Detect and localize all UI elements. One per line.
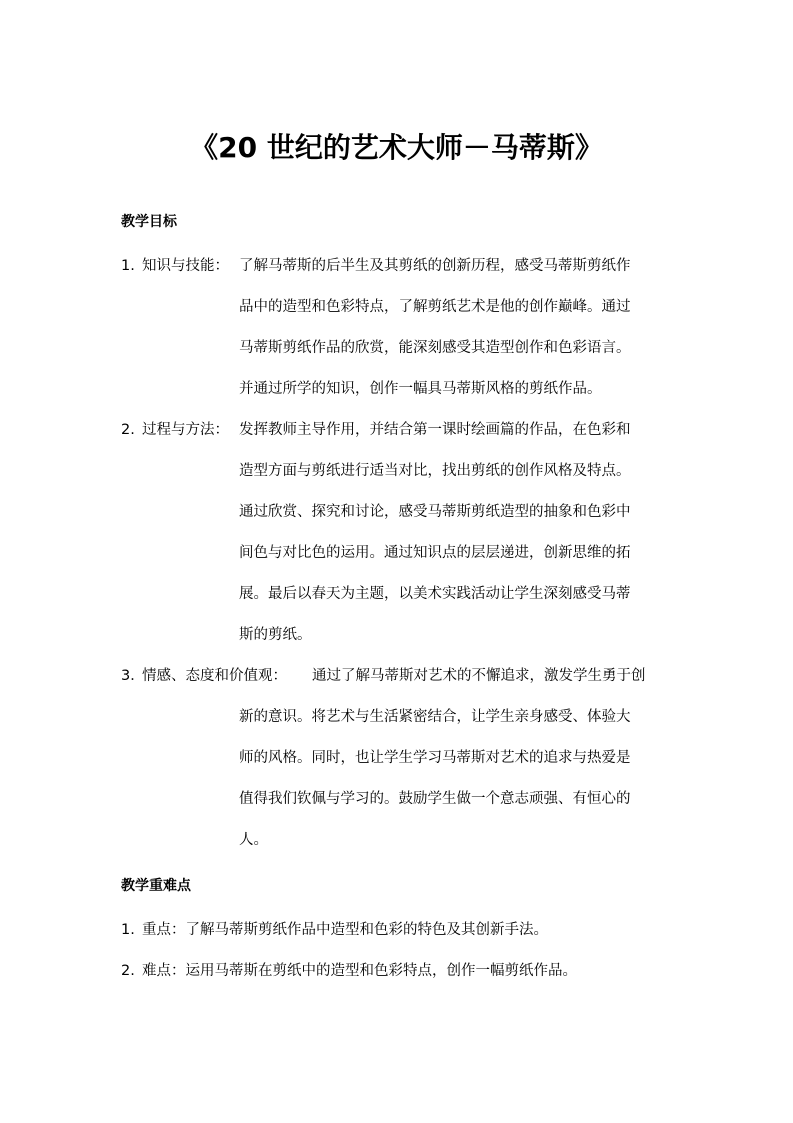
objective-3-line-1: 通过了解马蒂斯对艺术的不懈追求，激发学生勇于创 xyxy=(312,668,646,684)
objective-1-line-1: 了解马蒂斯的后半生及其剪纸的创新历程，感受马蒂斯剪纸作 xyxy=(239,258,631,274)
objective-1-line-2: 品中的造型和色彩特点，了解剪纸艺术是他的创作巅峰。通过 xyxy=(239,299,631,315)
key-point-1-text: 重点：了解马蒂斯剪纸作品中造型和色彩的特色及其创新手法。 xyxy=(142,922,548,938)
key-point-2-text: 难点：运用马蒂斯在剪纸中的造型和色彩特点，创作一幅剪纸作品。 xyxy=(142,963,577,979)
section-heading-objectives: 教学目标 xyxy=(121,214,177,230)
objective-2-line-2: 造型方面与剪纸进行适当对比，找出剪纸的创作风格及特点。 xyxy=(239,463,631,479)
objective-1-label: 知识与技能： xyxy=(142,258,229,274)
objective-2-line-4: 间色与对比色的运用。通过知识点的层层递进，创新思维的拓 xyxy=(239,545,631,561)
objective-2-number: 2. xyxy=(121,422,135,438)
objective-1-line-3: 马蒂斯剪纸作品的欣赏，能深刻感受其造型创作和色彩语言。 xyxy=(239,340,631,356)
objective-2-label: 过程与方法： xyxy=(142,422,229,438)
objective-1-number: 1. xyxy=(121,258,135,274)
objective-3-line-5: 人。 xyxy=(239,832,268,848)
document-title: 《20 世纪的艺术大师－马蒂斯》 xyxy=(190,131,603,164)
objective-2-line-1: 发挥教师主导作用，并结合第一课时绘画篇的作品，在色彩和 xyxy=(239,422,631,438)
objective-3-number: 3． xyxy=(121,668,145,684)
objective-2-line-3: 通过欣赏、探究和讨论，感受马蒂斯剪纸造型的抽象和色彩中 xyxy=(239,504,631,520)
objective-3-line-4: 值得我们钦佩与学习的。鼓励学生做一个意志顽强、有恒心的 xyxy=(239,791,631,807)
objective-3-line-2: 新的意识。将艺术与生活紧密结合，让学生亲身感受、体验大 xyxy=(239,709,631,725)
key-point-1-number: 1. xyxy=(121,922,135,938)
objective-2-line-5: 展。最后以春天为主题，以美术实践活动让学生深刻感受马蒂 xyxy=(239,586,631,602)
objective-1-line-4: 并通过所学的知识，创作一幅具马蒂斯风格的剪纸作品。 xyxy=(239,381,602,397)
objective-3-line-3: 师的风格。同时，也让学生学习马蒂斯对艺术的追求与热爱是 xyxy=(239,750,631,766)
objective-2-line-6: 斯的剪纸。 xyxy=(239,627,312,643)
section-heading-key-points: 教学重难点 xyxy=(121,878,191,894)
key-point-2-number: 2. xyxy=(121,963,135,979)
objective-3-label: 情感、态度和价值观： xyxy=(142,668,287,684)
